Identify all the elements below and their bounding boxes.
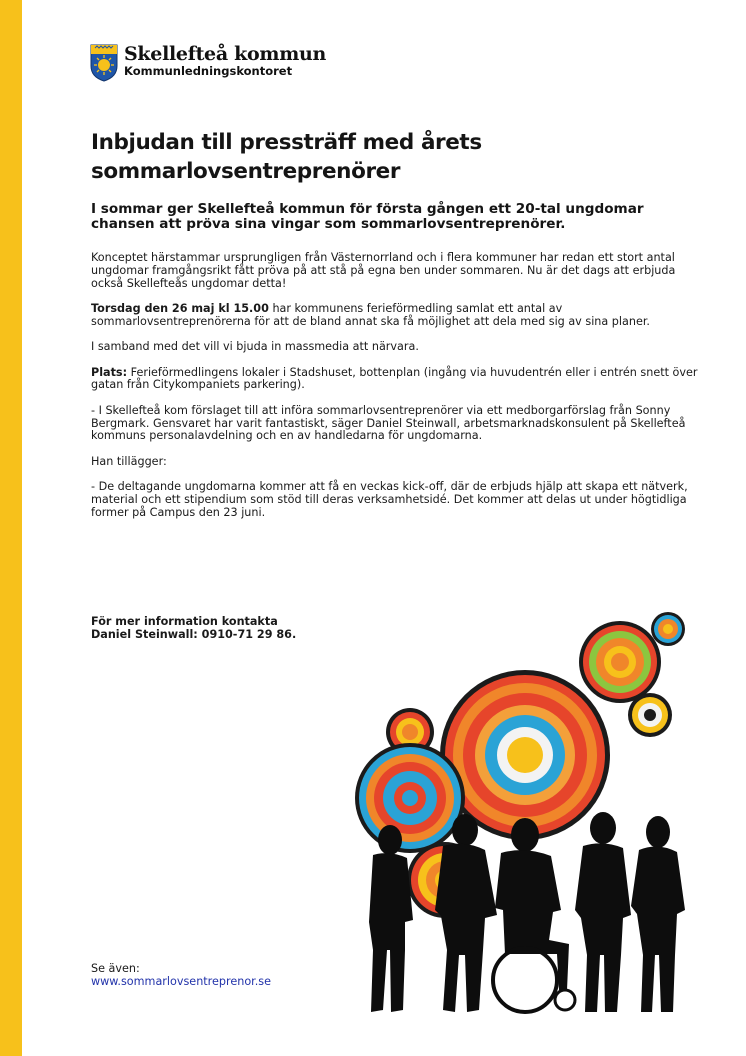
silhouette-5 [631, 816, 685, 1012]
paragraph-4 [91, 367, 703, 393]
paragraph-6: Han tillägger: [91, 454, 167, 468]
contact-block [91, 615, 296, 641]
silhouette-1 [369, 825, 413, 1012]
tiny-target-circle [651, 612, 685, 646]
upper-right-target-circle [579, 621, 661, 703]
lead-paragraph: I sommar ger Skellefteå kommun för första gången ett 20-tal ungdomar chansen att pröva sina vingar som sommarlovsentreprenörer. [91, 201, 644, 232]
paragraph-2 [91, 303, 703, 329]
paragraph-2-date: Torsdag den 26 maj kl 15.00 [91, 301, 269, 315]
website-link[interactable]: www.sommarlovsentreprenor.se [91, 975, 272, 988]
logo-subtitle: Kommunledningskontoret [124, 64, 293, 78]
paragraph-7: - De deltagande ungdomarna kommer att få en veckas kick-off, där de erbjuds hjälp att skapa ett nätverk, material och ett stipendium som stöd till deras verksamhetsidé. Det kommer att delas ut under högtidliga former på Campus den 23 juni. [91, 480, 688, 519]
paragraph-4-label: Plats: [91, 365, 128, 379]
logo [90, 44, 326, 82]
small-right-target-circle [628, 693, 672, 737]
side-stripe [0, 0, 22, 1056]
contact-heading: För mer information kontakta [91, 615, 278, 628]
paragraph-4-text: Ferieförmedlingens lokaler i Stadshuset, bottenplan (ingång via huvudentrén eller i entrén snett över gatan från Citykompaniets parkering). [91, 365, 698, 392]
see-also-label: Se även: [91, 962, 140, 975]
see-also [91, 962, 271, 988]
logo-title: Skellefteå kommun [124, 43, 327, 65]
concentric-circles-silhouettes-illustration [355, 610, 695, 1020]
paragraph-1: Konceptet härstammar ursprungligen från Västernorrland och i flera kommuner har redan ett stort antal ungdomar framgångsrikt fått pröva på att stå på egna ben under sommaren. Nu är det dags att erbjuda också Skellefteås ungdomar detta! [91, 251, 676, 290]
headline: Inbjudan till pressträff med årets sommarlovsentreprenörer [91, 130, 482, 184]
contact-phone: Daniel Steinwall: 0910-71 29 86. [91, 628, 297, 641]
paragraph-2-text: har kommunens ferieförmedling samlat ett antal av sommarlovsentreprenörerna för att de bland annat ska få möjlighet att dela med sig av sina planer. [91, 301, 650, 328]
coat-of-arms-icon [90, 44, 118, 82]
paragraph-5: - I Skellefteå kom förslaget till att införa sommarlovsentreprenörer via ett medborgarförslag från Sonny Bergmark. Gensvaret har varit fantastiskt, säger Daniel Steinwall, arbetsmarknadskonsulent på Skellefteå kommuns personalavdelning och en av handledarna för ungdomarna. [91, 403, 686, 443]
silhouette-3-wheelchair [493, 818, 575, 1012]
left-target-circle [355, 743, 465, 853]
paragraph-3: I samband med det vill vi bjuda in massmedia att närvara. [91, 340, 419, 354]
body-text [91, 252, 703, 532]
silhouette-4 [575, 812, 631, 1012]
